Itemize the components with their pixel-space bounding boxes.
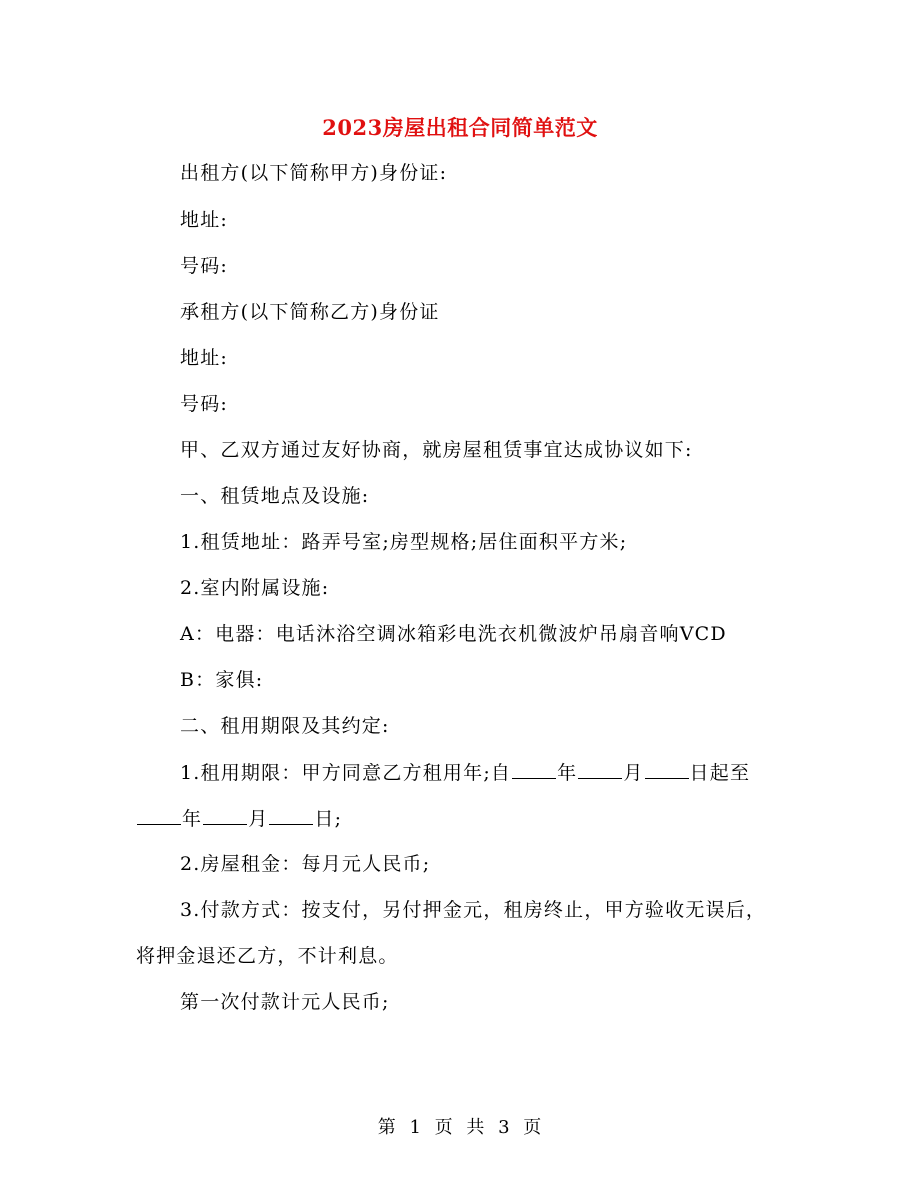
end-month-label: 月 xyxy=(248,808,269,830)
first-payment-line: 第一次付款计元人民币; xyxy=(180,991,390,1013)
term-prefix: 1.租用期限：甲方同意乙方租用年;自 xyxy=(180,762,512,784)
lessor-id-line: 出租方(以下简称甲方)身份证: xyxy=(180,162,448,184)
document-title: 2023房屋出租合同简单范文 xyxy=(322,115,598,140)
footer-total-label: 共 xyxy=(466,1117,486,1138)
lessor-address-line: 地址: xyxy=(180,209,229,231)
section-2-heading: 二、租用期限及其约定: xyxy=(180,715,390,737)
section-1-heading: 一、租赁地点及设施: xyxy=(180,485,370,507)
end-year-label: 年 xyxy=(182,808,203,830)
footer-total-unit: 页 xyxy=(523,1117,543,1138)
start-day-label: 日起至 xyxy=(689,762,751,784)
end-year-blank xyxy=(137,806,181,825)
appliances-line: A：电器：电话沐浴空调冰箱彩电洗衣机微波炉吊扇音响VCD xyxy=(180,623,727,645)
lessor-number-line: 号码: xyxy=(180,255,229,277)
furniture-line: B：家俱: xyxy=(180,669,264,691)
footer-page-unit: 页 xyxy=(434,1117,454,1138)
footer-page-label: 第 xyxy=(377,1117,397,1138)
term-line-continued xyxy=(136,806,342,831)
end-day-blank xyxy=(269,806,313,825)
start-day-blank xyxy=(645,760,689,779)
end-day-label: 日; xyxy=(314,808,343,830)
agreement-intro-line: 甲、乙双方通过友好协商，就房屋租赁事宜达成协议如下: xyxy=(180,439,693,461)
lessee-address-line: 地址: xyxy=(180,347,229,369)
start-year-blank xyxy=(512,760,556,779)
payment-line: 3.付款方式：按支付，另付押金元，租房终止，甲方验收无误后， xyxy=(180,899,767,921)
payment-line-continued: 将押金退还乙方，不计利息。 xyxy=(136,945,399,967)
facilities-heading: 2.室内附属设施: xyxy=(180,577,330,599)
lessee-id-line: 承租方(以下简称乙方)身份证 xyxy=(180,301,440,323)
footer-page-current: 1 xyxy=(409,1117,422,1138)
page-footer xyxy=(0,1113,920,1139)
start-month-label: 月 xyxy=(623,762,644,784)
start-month-blank xyxy=(578,760,622,779)
rent-line: 2.房屋租金：每月元人民币; xyxy=(180,853,431,875)
lessee-number-line: 号码: xyxy=(180,393,229,415)
end-month-blank xyxy=(203,806,247,825)
footer-page-total: 3 xyxy=(498,1117,511,1138)
rental-address-line: 1.租赁地址：路弄号室;房型规格;居住面积平方米; xyxy=(180,531,628,553)
term-line xyxy=(180,760,750,785)
start-year-label: 年 xyxy=(557,762,578,784)
